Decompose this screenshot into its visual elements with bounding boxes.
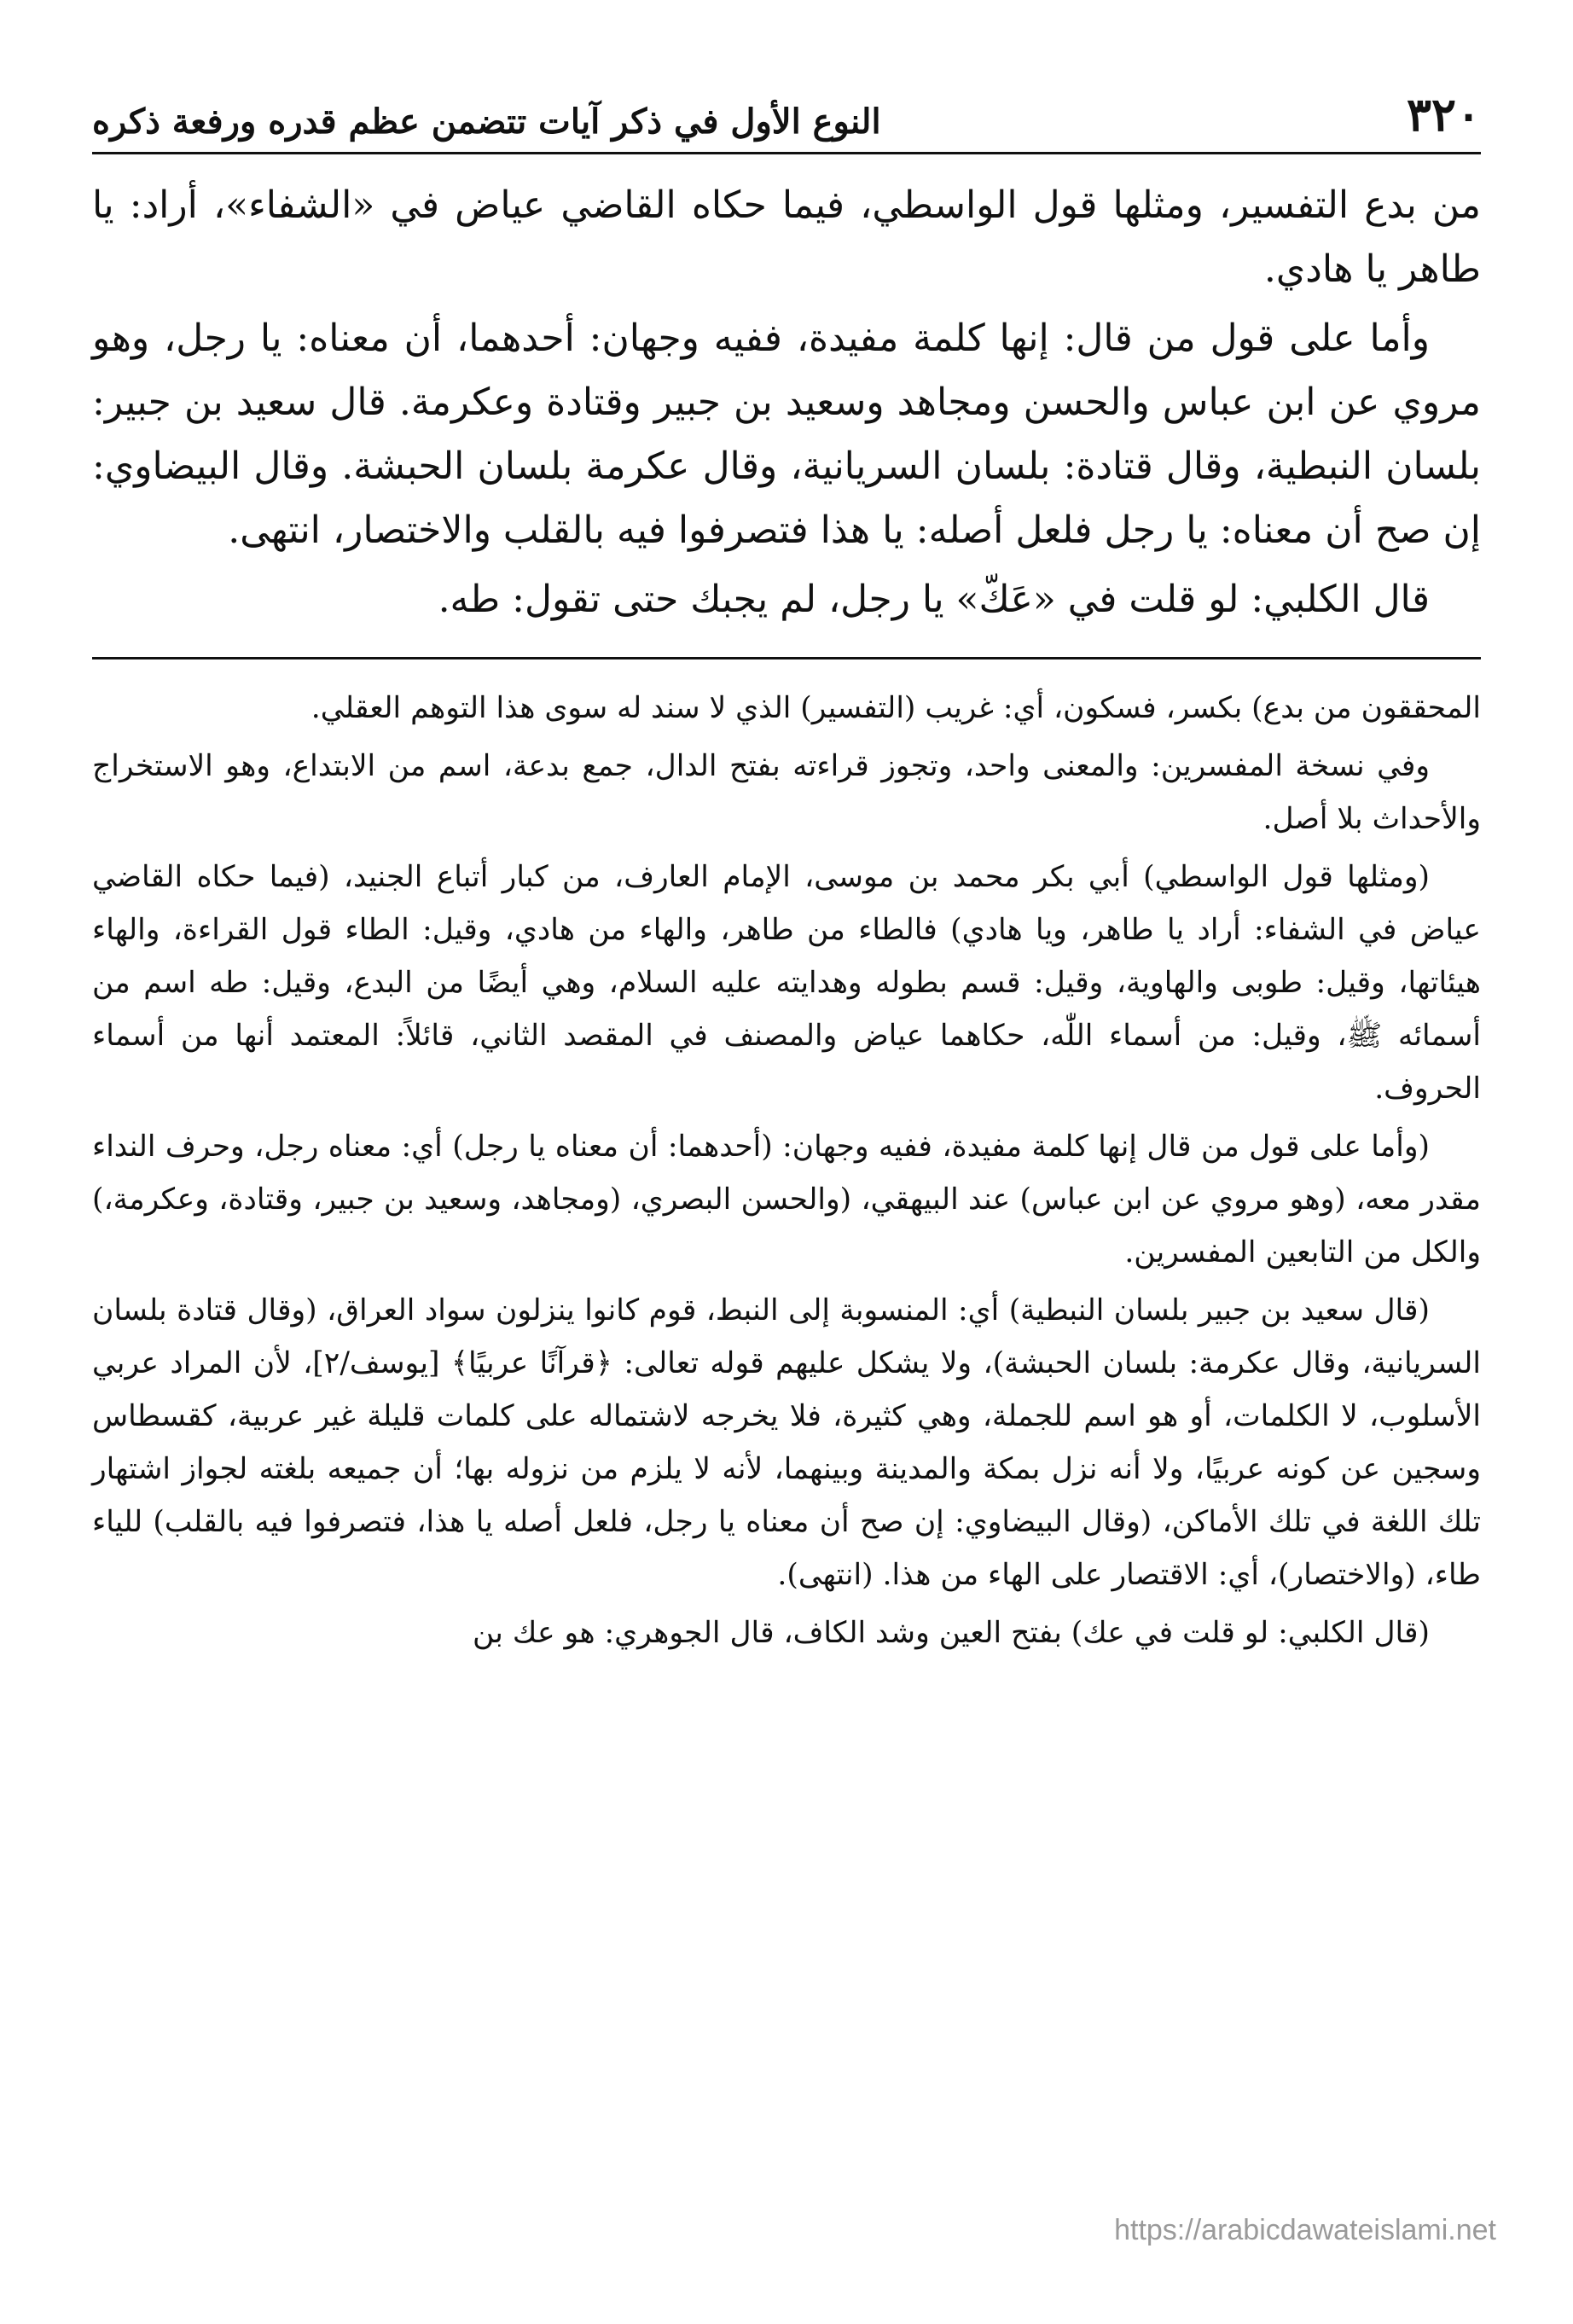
main-paragraph: قال الكلبي: لو قلت في «عَكّ» يا رجل، لم يجبك حتى تقول: طه. [438, 578, 1430, 621]
commentary-paragraph: (قال الكلبي: لو قلت في عك) بفتح العين وشد الكاف، قال الجوهري: هو عك بن [473, 1616, 1430, 1650]
main-paragraph: من بدع التفسير، ومثلها قول الواسطي، فيما حكاه القاضي عياض في «الشفاء»، أراد: يا طاهر يا هادي. [92, 183, 1481, 291]
main-paragraph: وأما على قول من قال: إنها كلمة مفيدة، ففيه وجهان: أحدهما، أن معناه: يا رجل، وهو مروي عن ابن عباس والحسن ومجاهد وسعيد بن جبير وقتادة وعكرمة. قال سعيد بن جبير: بلسان النبطية، وقال قتادة: بلسان السريانية، وقال عكرمة بلسان الحبشة. وقال البيضاوي: إن صح أن معناه: يا رجل فلعل أصله: يا هذا فتصرفوا فيه بالقلب والاختصار، انتهى. [92, 317, 1481, 552]
commentary-paragraph: المحققون من بدع) بكسر، فسكون، أي: غريب (التفسير) الذي لا سند له سوى هذا التوهم العقلي. [311, 691, 1481, 725]
commentary-paragraph: (وأما على قول من قال إنها كلمة مفيدة، ففيه وجهان: (أحدهما: أن معناه يا رجل) أي: معناه رجل، وحرف النداء مقدر معه، (وهو مروي عن ابن عباس) عند البيهقي، (والحسن البصري، (ومجاهد، وسعيد بن جبير، وقتادة، وعكرمة،) والكل من التابعين المفسرين. [92, 1130, 1481, 1269]
commentary-paragraph: وفي نسخة المفسرين: والمعنى واحد، وتجوز قراءته بفتح الدال، جمع بدعة، اسم من الابتداع، وهو الاستخراج والأحداث بلا أصل. [92, 749, 1481, 836]
main-text [92, 173, 1481, 631]
commentary-paragraph: (ومثلها قول الواسطي) أبي بكر محمد بن موسى، الإمام العارف، من كبار أتباع الجنيد، (فيما حكاه القاضي عياض في الشفاء: أراد يا طاهر، ويا هادي) فالطاء من طاهر، والهاء من هادي، وقيل: الطاء قول القراءة، والهاء هيئاتها، وقيل: طوبى والهاوية، وقيل: قسم بطوله وهدايته عليه السلام، وهي أيضًا من البدع، وقيل: طه اسم من أسمائه ﷺ، وقيل: من أسماء اللّٰه، حكاهما عياض والمصنف في المقصد الثاني، قائلاً: المعتمد أنها من أسماء الحروف. [92, 860, 1481, 1106]
footnote-divider [92, 657, 1481, 659]
book-page [92, 82, 1481, 2324]
commentary-paragraph: (قال سعيد بن جبير بلسان النبطية) أي: المنسوبة إلى النبط، قوم كانوا ينزلون سواد العراق، (وقال قتادة بلسان السريانية، وقال عكرمة: بلسان الحبشة)، ولا يشكل عليهم قوله تعالى: ﴿قرآنًا عربيًا﴾ [يوسف/٢]، لأن المراد عربي الأسلوب، لا الكلمات، أو هو اسم للجملة، وهي كثيرة، فلا يخرجه لاشتماله على كلمات قليلة غير عربية، كقسطاس وسجين عن كونه عربيًا، ولا أنه نزل بمكة والمدينة وبينهما، لأنه لا يلزم من نزوله بها؛ أن جميعه بلغته لجواز اشتهار تلك اللغة في تلك الأماكن، (وقال البيضاوي: إن صح أن معناه يا رجل، فلعل أصله يا هذا، فتصرفوا فيه بالقلب) للياء طاء، (والاختصار)، أي: الاقتصار على الهاء من هذا. (انتهى). [92, 1293, 1481, 1592]
running-title: النوع الأول في ذكر آيات تتضمن عظم قدره ورفعة ذكره [92, 102, 881, 142]
watermark-url: https://arabicdawateislami.net [1114, 2214, 1496, 2246]
commentary [92, 682, 1481, 1659]
page-header [92, 82, 1481, 154]
page-number: ٣٢٠ [1406, 87, 1481, 142]
